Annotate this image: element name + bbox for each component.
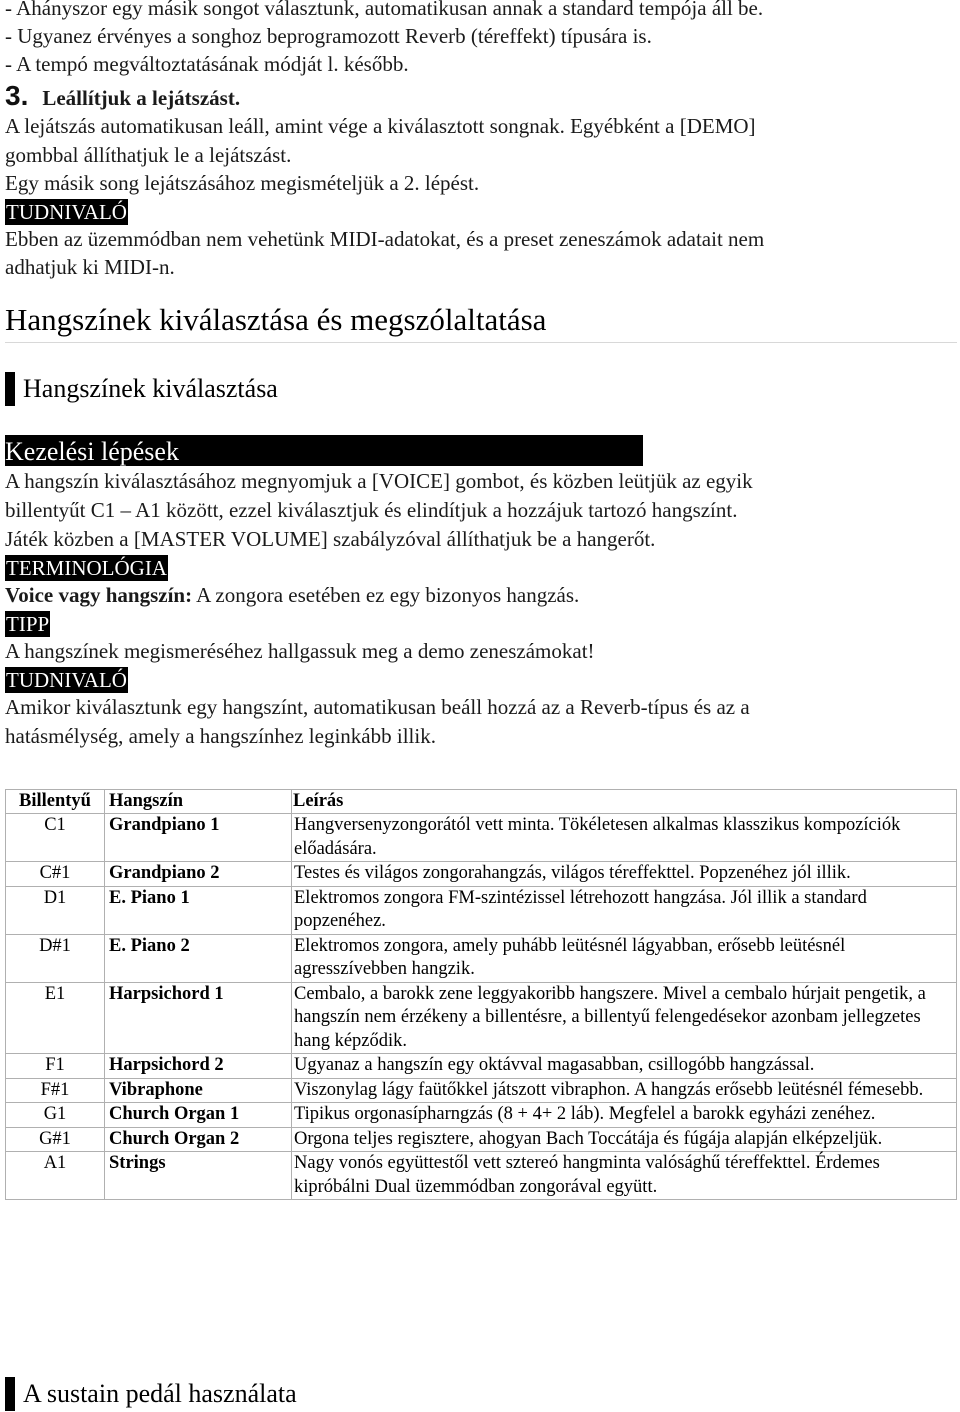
table-row: [6, 934, 957, 982]
key-cell: E1: [6, 982, 105, 1054]
description-cell: Elektromos zongora FM-szintézissel létrehozott hangzása. Jól illik a standard popzenéhez.: [292, 886, 957, 934]
column-header: Billentyű: [6, 789, 105, 814]
step-3-heading: [5, 80, 957, 112]
table-row: [6, 1152, 957, 1200]
intro-line: - Ugyanez érvényes a songhoz beprogramozott Reverb (téreffekt) típusára is.: [5, 24, 652, 48]
paragraph-line: billentyűt C1 – A1 között, ezzel kiválasztjuk és elindítjuk a hozzájuk tartozó hangszínt.: [5, 497, 738, 522]
paragraph-line: adhatjuk ki MIDI-n.: [5, 255, 175, 279]
description-cell: Elektromos zongora, amely puhább leütésnél lágyabban, erősebb leütésnél agresszívebben hangzik.: [292, 934, 957, 982]
step-title: Leállítjuk a lejátszást.: [42, 86, 241, 110]
term: Voice vagy hangszín:: [5, 582, 193, 607]
section-title: Hangszínek kiválasztása és megszólaltatása: [5, 282, 957, 343]
document-page: [5, 0, 957, 1200]
next-subsection-title: A sustain pedál használata: [23, 1379, 297, 1408]
subsection-heading: [5, 371, 957, 407]
table-row: [6, 1127, 957, 1152]
paragraph-line: Amikor kiválasztunk egy hangszínt, automatikusan beáll hozzá az a Reverb-típus és az a: [5, 694, 750, 719]
key-cell: G#1: [6, 1127, 105, 1152]
table-row: [6, 982, 957, 1054]
column-header: Hangszín: [105, 789, 292, 814]
terminology-label: TERMINOLÓGIA: [6, 555, 167, 580]
paragraph-line: A hangszín kiválasztásához megnyomjuk a [VOICE] gombot, és közben leütjük az egyik: [5, 468, 753, 493]
heading-bar: [5, 372, 15, 406]
table-row: [6, 1103, 957, 1128]
key-cell: A1: [6, 1152, 105, 1200]
table-row: [6, 1078, 957, 1103]
definition: A zongora esetében ez egy bizonyos hangzás.: [192, 582, 580, 607]
table-row: [6, 1054, 957, 1079]
column-header: Leírás: [292, 789, 957, 814]
next-subsection-heading: [5, 1376, 297, 1412]
operation-body: [5, 467, 957, 751]
note-label: TUDNIVALÓ: [6, 667, 127, 692]
voice-cell: Grandpiano 2: [105, 862, 292, 887]
key-cell: C1: [6, 814, 105, 862]
paragraph-line: A lejátszás automatikusan leáll, amint vége a kiválasztott songnak. Egyébként a [DEMO]: [5, 114, 756, 138]
subsection-title: Hangszínek kiválasztása: [23, 373, 278, 403]
key-cell: G1: [6, 1103, 105, 1128]
intro-list: [5, 0, 957, 78]
voice-cell: Grandpiano 1: [105, 814, 292, 862]
description-cell: Orgona teljes regisztere, ahogyan Bach Toccátája és fúgája alapján elképzeljük.: [292, 1127, 957, 1152]
voice-cell: Church Organ 1: [105, 1103, 292, 1128]
step-number: 3.: [5, 80, 29, 111]
key-cell: F1: [6, 1054, 105, 1079]
description-cell: Tipikus orgonasípharngzás (8 + 4+ 2 láb). Megfelel a barokk egyházi zenéhez.: [292, 1103, 957, 1128]
key-cell: D#1: [6, 934, 105, 982]
tip-label: TIPP: [6, 611, 50, 636]
terminology-definition: [5, 581, 957, 610]
description-cell: Ugyanaz a hangszín egy oktávval magasabban, csillogóbb hangzással.: [292, 1054, 957, 1079]
intro-line: - Ahányszor egy másik songot választunk, automatikusan annak a standard tempója áll be.: [5, 0, 764, 20]
paragraph-line: Játék közben a [MASTER VOLUME] szabályzóval állíthatjuk be a hangerőt.: [5, 526, 656, 551]
voice-cell: E. Piano 2: [105, 934, 292, 982]
note-block-1: [5, 198, 957, 282]
operation-label: Kezelési lépések: [5, 435, 643, 466]
description-cell: Cembalo, a barokk zene leggyakoribb hangszere. Mivel a cembalo húrjait pengetik, a hangszín nem érzékeny a billentésre, a billentyű felengedésekor azonbam jellegzetes hang képződik.: [292, 982, 957, 1054]
table-header-row: [6, 789, 957, 814]
tip-text: A hangszínek megismeréséhez hallgassuk meg a demo zeneszámokat!: [5, 638, 595, 663]
note-label: TUDNIVALÓ: [6, 199, 127, 224]
heading-bar: [5, 1377, 15, 1411]
voice-table: [5, 789, 957, 1201]
key-cell: D1: [6, 886, 105, 934]
paragraph-line: Egy másik song lejátszásához megismételjük a 2. lépést.: [5, 171, 480, 195]
step-3-body: [5, 112, 957, 198]
voice-cell: Church Organ 2: [105, 1127, 292, 1152]
key-cell: F#1: [6, 1078, 105, 1103]
paragraph-line: gombbal állíthatjuk le a lejátszást.: [5, 142, 292, 167]
voice-cell: Vibraphone: [105, 1078, 292, 1103]
description-cell: Testes és világos zongorahangzás, világos téreffekttel. Popzenéhez jól illik.: [292, 862, 957, 887]
table-row: [6, 862, 957, 887]
description-cell: Hangversenyzongorától vett minta. Tökéletesen alkalmas klasszikus kompozíciók előadására.: [292, 814, 957, 862]
paragraph-line: Ebben az üzemmódban nem vehetünk MIDI-adatokat, és a preset zeneszámok adatait nem: [5, 226, 765, 251]
intro-line: - A tempó megváltoztatásának módját l. később.: [5, 52, 409, 76]
table-row: [6, 814, 957, 862]
voice-cell: Strings: [105, 1152, 292, 1200]
voice-cell: E. Piano 1: [105, 886, 292, 934]
description-cell: Nagy vonós együttestől vett sztereó hangminta valósághű téreffekttel. Érdemes kipróbálni Dual üzemmódban zongorával együtt.: [292, 1152, 957, 1200]
voice-cell: Harpsichord 2: [105, 1054, 292, 1079]
paragraph-line: hatásmélység, amely a hangszínhez leginkább illik.: [5, 723, 436, 748]
key-cell: C#1: [6, 862, 105, 887]
table-row: [6, 886, 957, 934]
description-cell: Viszonylag lágy faütőkkel játszott vibraphon. A hangzás erősebb leütésnél fémesebb.: [292, 1078, 957, 1103]
voice-cell: Harpsichord 1: [105, 982, 292, 1054]
